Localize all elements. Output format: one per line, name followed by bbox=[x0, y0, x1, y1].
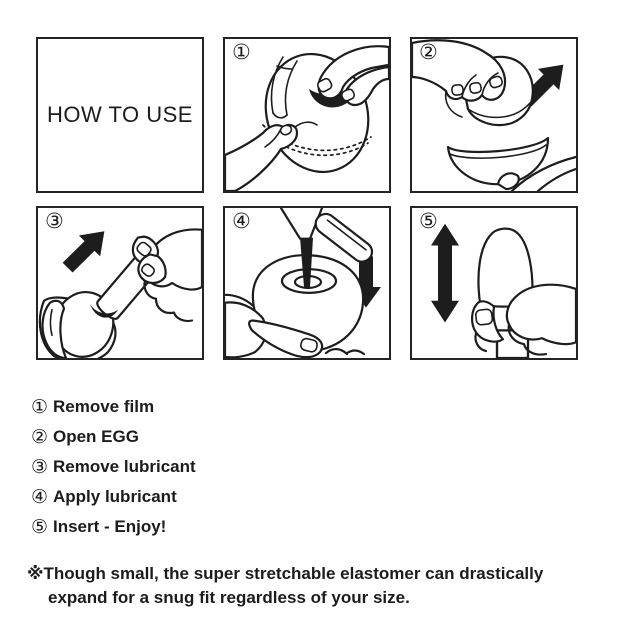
step-1-number: ① bbox=[31, 396, 49, 418]
step-5-badge: ⑤ bbox=[419, 209, 438, 233]
step-3-number: ③ bbox=[31, 456, 49, 478]
list-item-insert-enjoy bbox=[31, 512, 196, 542]
panel-apply-lubricant bbox=[223, 206, 391, 360]
footnote bbox=[27, 562, 605, 609]
list-item-remove-film bbox=[31, 392, 196, 422]
list-item-remove-lubricant bbox=[31, 452, 196, 482]
reference-mark: ※ bbox=[27, 564, 44, 584]
step-2-badge: ② bbox=[419, 40, 438, 64]
up-down-arrow-icon bbox=[431, 224, 459, 323]
steps-list bbox=[31, 392, 196, 542]
panel-remove-film bbox=[223, 37, 391, 193]
step-5-label: Insert - Enjoy! bbox=[53, 517, 167, 536]
step-2-label: Open EGG bbox=[53, 427, 139, 446]
title-box bbox=[36, 37, 204, 193]
page-title: HOW TO USE bbox=[47, 102, 193, 127]
footnote-line-1 bbox=[27, 564, 543, 583]
step-4-badge: ④ bbox=[232, 209, 251, 233]
step-3-label: Remove lubricant bbox=[53, 457, 196, 476]
footnote-text-1: Though small, the super stretchable elastomer can drastically bbox=[43, 564, 544, 583]
step-4-number: ④ bbox=[31, 486, 49, 508]
step-1-badge: ① bbox=[232, 40, 251, 64]
list-item-open-egg bbox=[31, 422, 196, 452]
up-arrow-icon bbox=[57, 221, 115, 278]
panel-insert-enjoy bbox=[410, 206, 578, 360]
step-1-label: Remove film bbox=[53, 397, 155, 416]
panel-remove-lubricant bbox=[36, 206, 204, 360]
panel-open-egg bbox=[410, 37, 578, 193]
list-item-apply-lubricant bbox=[31, 482, 196, 512]
footnote-line-2: expand for a snug fit regardless of your size. bbox=[48, 588, 410, 607]
step-2-number: ② bbox=[31, 426, 49, 448]
step-3-badge: ③ bbox=[45, 209, 64, 233]
step-4-label: Apply lubricant bbox=[53, 487, 177, 506]
step-5-number: ⑤ bbox=[31, 516, 49, 538]
